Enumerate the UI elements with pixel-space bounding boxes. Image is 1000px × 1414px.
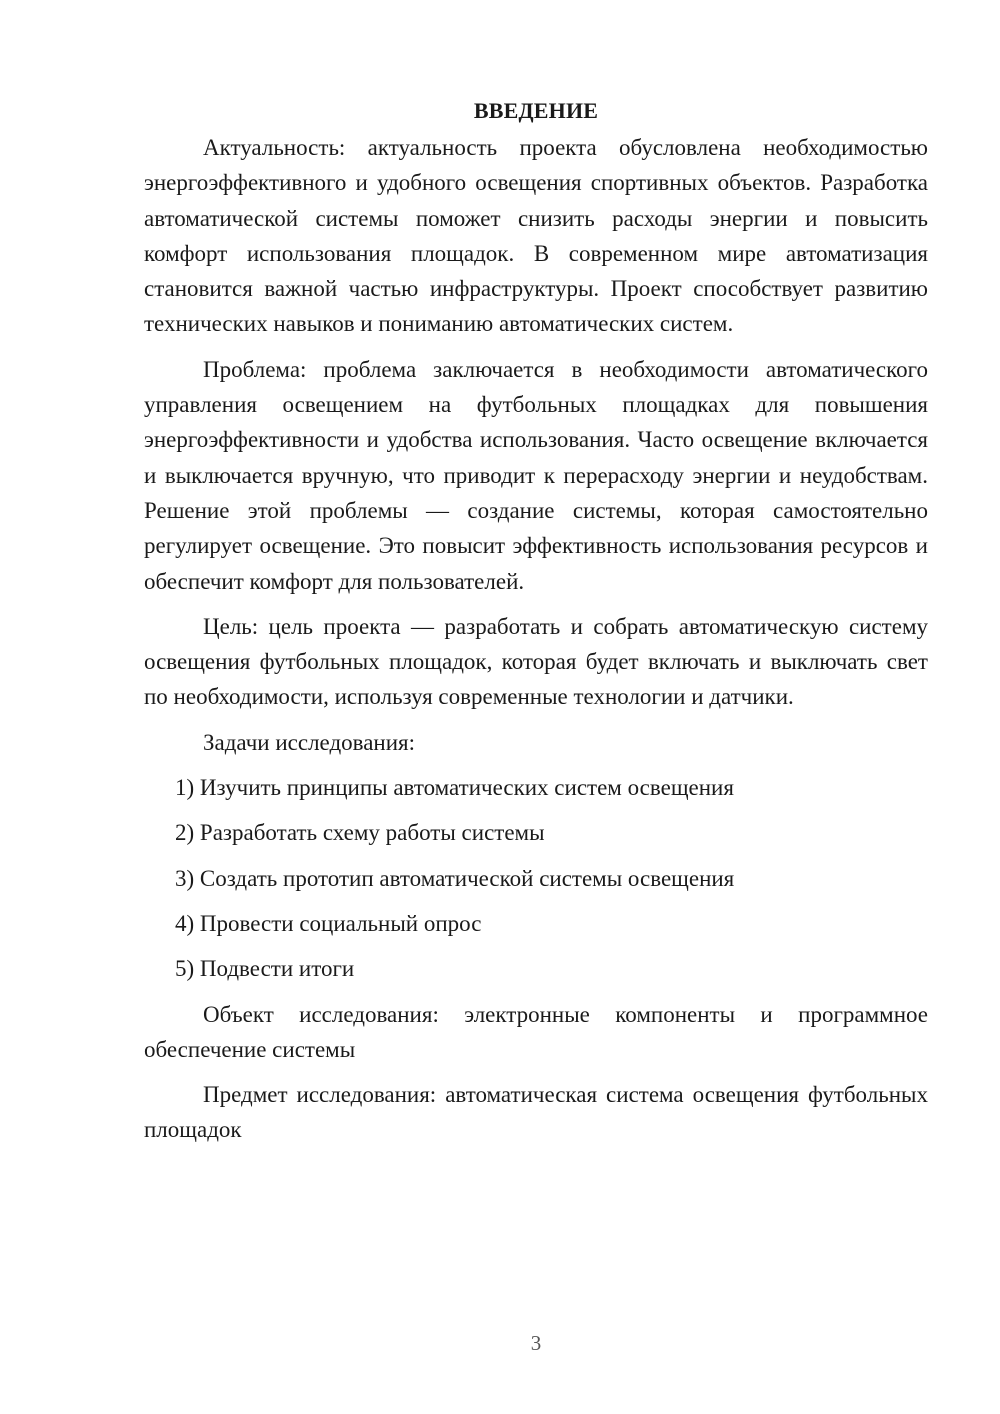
page-number: 3 [530, 1331, 542, 1355]
section-heading: ВВЕДЕНИЕ [473, 98, 599, 123]
tasks-title: Задачи исследования: [203, 729, 416, 755]
problem-paragraph: Проблема: проблема заключается в необходимости автоматического управления освещением на футбольных площадках для повышения энергоэффективности и удобства использования. Часто освещение включается и выключается вручную, что приводит к перерасходу энергии и неудобствам. Решение этой проблемы — создание системы, которая самостоятельно регулирует освещение. Это повысит эффективность использования ресурсов и обеспечит комфорт для пользователей. [144, 356, 928, 594]
task-list [144, 770, 928, 986]
page-content [144, 93, 928, 1158]
task-item: 2) Разработать схему работы системы [175, 820, 545, 846]
relevance-paragraph: Актуальность: актуальность проекта обусловлена необходимостью энергоэффективного и удобного освещения спортивных объектов. Разработка автоматической системы поможет снизить расходы энергии и повысить комфорт использования площадок. В современном мире автоматизация становится важной частью инфраструктуры. Проект способствует развитию технических навыков и пониманию автоматических систем. [144, 135, 928, 337]
task-item: 1) Изучить принципы автоматических систем освещения [175, 775, 734, 801]
task-item: 4) Провести социальный опрос [175, 910, 482, 936]
task-item: 3) Создать прототип автоматической системы освещения [175, 865, 735, 891]
research-object-paragraph: Объект исследования: электронные компоненты и программное обеспечение системы [144, 1001, 928, 1062]
task-item: 5) Подвести итоги [175, 956, 355, 982]
research-subject-paragraph: Предмет исследования: автоматическая система освещения футбольных площадок [144, 1082, 928, 1143]
goal-paragraph: Цель: цель проекта — разработать и собрать автоматическую систему освещения футбольных площадок, которая будет включать и выключать свет по необходимости, используя современные технологии и датчики. [144, 613, 928, 710]
